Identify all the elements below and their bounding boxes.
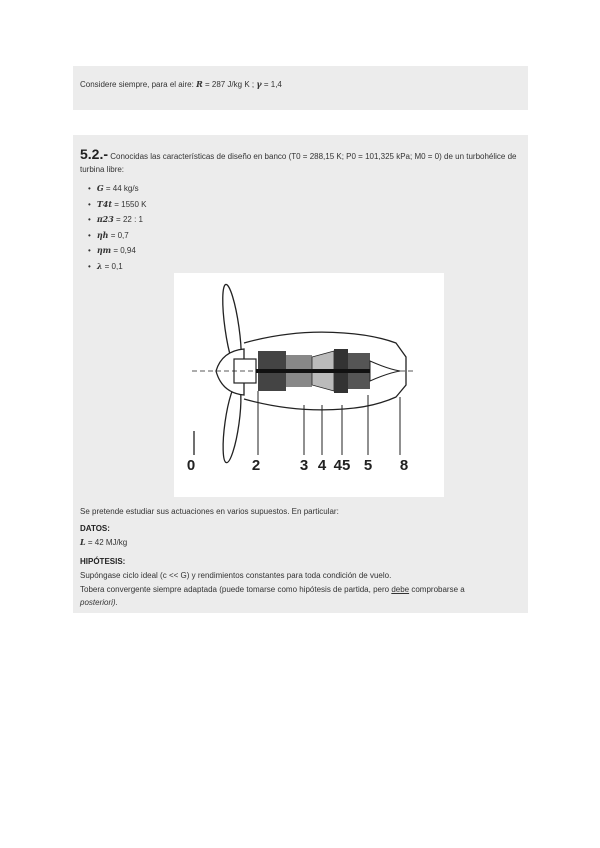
hipotesis-line-2: Tobera convergente siempre adaptada (puede tomarse como hipótesis de partida, pero debe comprobarse a: [80, 585, 465, 594]
heating-value-symbol: L: [80, 537, 86, 547]
list-item: • G = 44 kg/s: [88, 181, 147, 197]
engine-schematic-svg: [174, 273, 444, 497]
list-item: • λ = 0,1: [88, 259, 147, 275]
problem-intro: [80, 148, 520, 176]
list-item: • ηm = 0,94: [88, 243, 147, 259]
debe-link: debe: [391, 585, 410, 594]
air-constants-note: [80, 79, 282, 89]
hipotesis-heading: HIPÓTESIS:: [80, 557, 126, 566]
r-value: = 287 J/kg K ;: [204, 80, 255, 89]
list-item: • ηh = 0,7: [88, 228, 147, 244]
problem-number: 5.2.-: [80, 146, 109, 162]
problem-intro-text: Conocidas las características de diseño en banco (T0 = 288,15 K; P0 = 101,325 kPa; M0 = 0) de un turbohélice de turbina libre:: [80, 152, 517, 174]
hipotesis-line-1: Supóngase ciclo ideal (c << G) y rendimientos constantes para toda condición de vuelo.: [80, 571, 392, 580]
heating-value: = 42 MJ/kg: [87, 538, 128, 547]
station-label-45: 45: [333, 457, 351, 474]
station-label-3: 3: [299, 457, 309, 474]
station-label-0: 0: [186, 457, 196, 474]
datos-line: [80, 537, 127, 547]
datos-heading: DATOS:: [80, 524, 110, 533]
list-item: • T4t = 1550 K: [88, 197, 147, 213]
hipotesis-line-3: posteriori).: [80, 598, 118, 607]
list-item: • π23 = 22 : 1: [88, 212, 147, 228]
turboprop-diagram: [174, 273, 444, 497]
statement-text: Se pretende estudiar sus actuaciones en varios supuestos. En particular:: [80, 507, 339, 516]
design-parameters-list: [88, 181, 147, 274]
gamma-value: = 1,4: [263, 80, 282, 89]
station-label-4: 4: [317, 457, 327, 474]
station-label-5: 5: [363, 457, 373, 474]
note-prefix: Considere siempre, para el aire:: [80, 80, 194, 89]
station-label-2: 2: [251, 457, 261, 474]
station-label-8: 8: [399, 457, 409, 474]
gamma-symbol: γ: [256, 79, 262, 89]
r-symbol: R: [196, 79, 203, 89]
